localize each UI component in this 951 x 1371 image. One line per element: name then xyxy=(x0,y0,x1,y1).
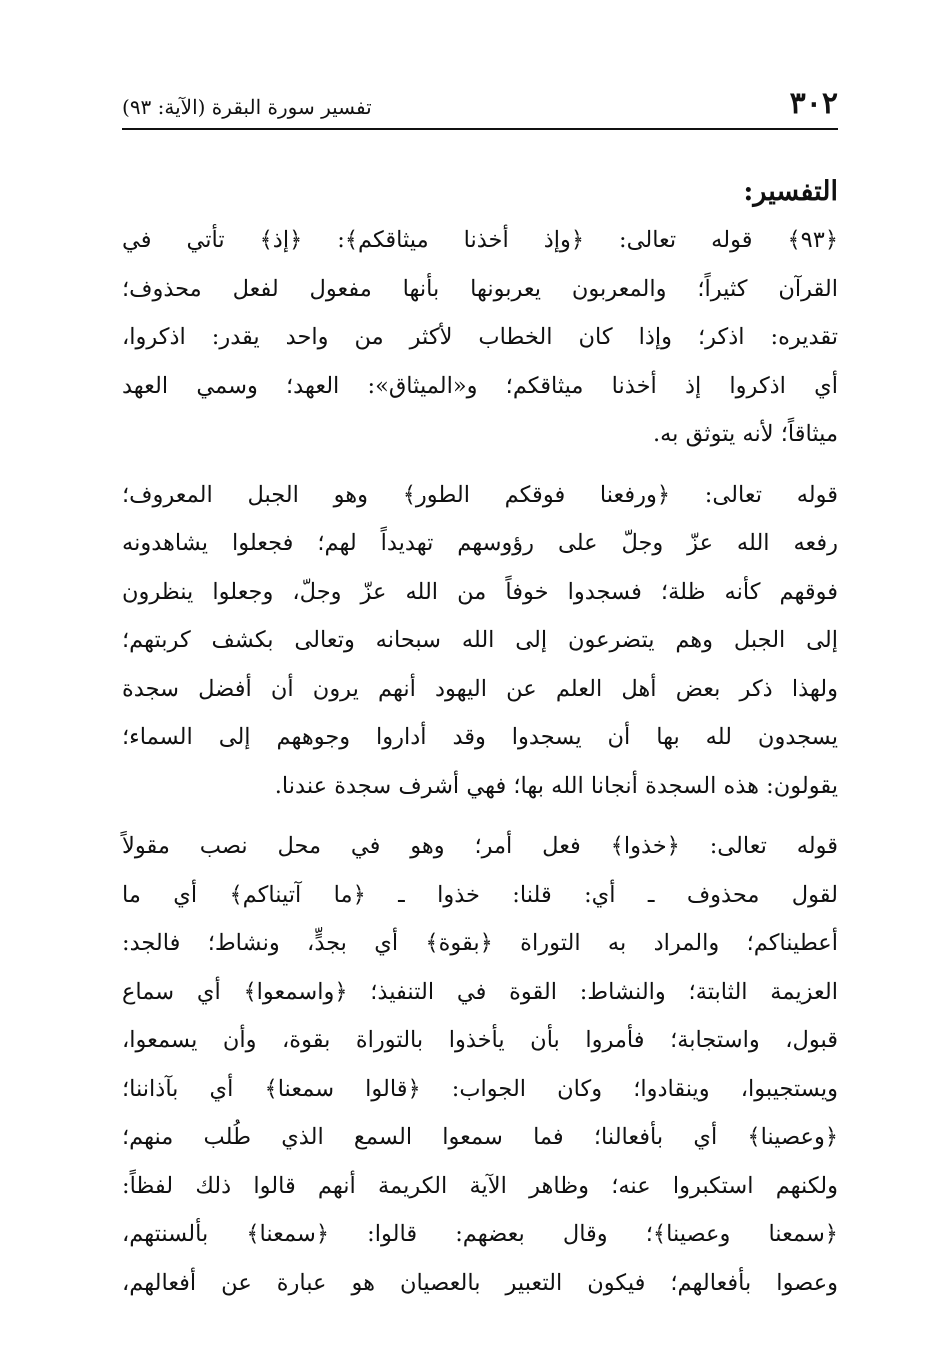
page-header xyxy=(122,84,838,124)
text-line: ﴿سمعنا وعصينا﴾؛ وقال بعضهم: قالوا: ﴿سمعنا﴾ بألسنتهم، xyxy=(122,1221,838,1247)
text-line: أي اذكروا إذ أخذنا ميثاقكم؛ و«الميثاق»: العهد؛ وسمي العهد xyxy=(122,372,838,399)
text-line: قوله تعالى: ﴿ورفعنا فوقكم الطور﴾ وهو الجبل المعروف؛ xyxy=(122,481,838,508)
page-body xyxy=(122,170,838,1319)
text-line: لقول محذوف ـ أي: قلنا: خذوا ـ ﴿ما آتيناكم﴾ أي ما xyxy=(122,881,838,908)
text-line: ﴿وعصينا﴾ أي بأفعالنا؛ فما سمعوا السمع الذي طُلب منهم؛ xyxy=(122,1124,838,1150)
paragraph-mount-tur xyxy=(122,471,838,811)
page-number: ٣٠٢ xyxy=(789,86,838,121)
text-line: وعصوا بأفعالهم؛ فيكون التعبير بالعصيان هو عبارة عن أفعالهم، xyxy=(122,1269,838,1296)
paragraph-take-with-strength xyxy=(122,822,838,1307)
text-line: رفعه الله عزّ وجلّ على رؤوسهم تهديداً لهم؛ فجعلوا يشاهدونه xyxy=(122,530,838,556)
text-line: ولكنهم استكبروا عنه؛ وظاهر الآية الكريمة أنهم قالوا ذلك لفظاً: xyxy=(122,1172,838,1199)
running-title: تفسير سورة البقرة (الآية: ٩٣) xyxy=(122,95,372,119)
text-line: تقديره: اذكر؛ وإذا كان الخطاب لأكثر من واحد يقدر: اذكروا، xyxy=(122,324,838,350)
text-line: أعطيناكم؛ والمراد به التوراة ﴿بقوة﴾ أي بجدٍّ، ونشاط؛ فالجد: xyxy=(122,930,838,956)
text-line: فوقهم كأنه ظلة؛ فسجدوا خوفاً من الله عزّ وجلّ، وجعلوا ينظرون xyxy=(122,578,838,605)
text-line: يقولون: هذه السجدة أنجانا الله بها؛ فهي أشرف سجدة عندنا. xyxy=(274,772,838,799)
section-heading: التفسير: xyxy=(743,176,838,207)
header-divider xyxy=(122,128,838,130)
text-line: ﴿٩٣﴾ قوله تعالى: ﴿وإذ أخذنا ميثاقكم﴾: ﴿إذ﴾ تأتي في xyxy=(122,227,838,253)
text-line: قبول، واستجابة؛ فأمروا بأن يأخذوا بالتوراة بقوة، وأن يسمعوا، xyxy=(122,1027,838,1053)
text-line: يسجدون لله بها أن يسجدوا وقد أداروا وجوههم إلى السماء؛ xyxy=(122,724,838,750)
text-line: القرآن كثيراً؛ والمعربون يعربونها بأنها مفعول لفعل محذوف؛ xyxy=(122,275,838,302)
text-line: ولهذا ذكر بعض أهل العلم عن اليهود أنهم يرون أن أفضل سجدة xyxy=(122,675,838,702)
text-line: ميثاقاً؛ لأنه يتوثق به. xyxy=(652,421,838,447)
paragraph-verse-93-intro xyxy=(122,216,838,459)
text-line: إلى الجبل وهم يتضرعون إلى الله سبحانه وتعالى بكشف كربتهم؛ xyxy=(122,627,838,653)
text-line: العزيمة الثابتة؛ والنشاط: القوة في التنفيذ؛ ﴿واسمعوا﴾ أي سماع xyxy=(122,978,838,1005)
text-line: قوله تعالى: ﴿خذوا﴾ فعل أمر؛ وهو في محل نصب مقولاً xyxy=(122,833,838,859)
text-line: ويستجيبوا، وينقادوا؛ وكان الجواب: ﴿قالوا سمعنا﴾ أي بآذاننا؛ xyxy=(122,1075,838,1102)
